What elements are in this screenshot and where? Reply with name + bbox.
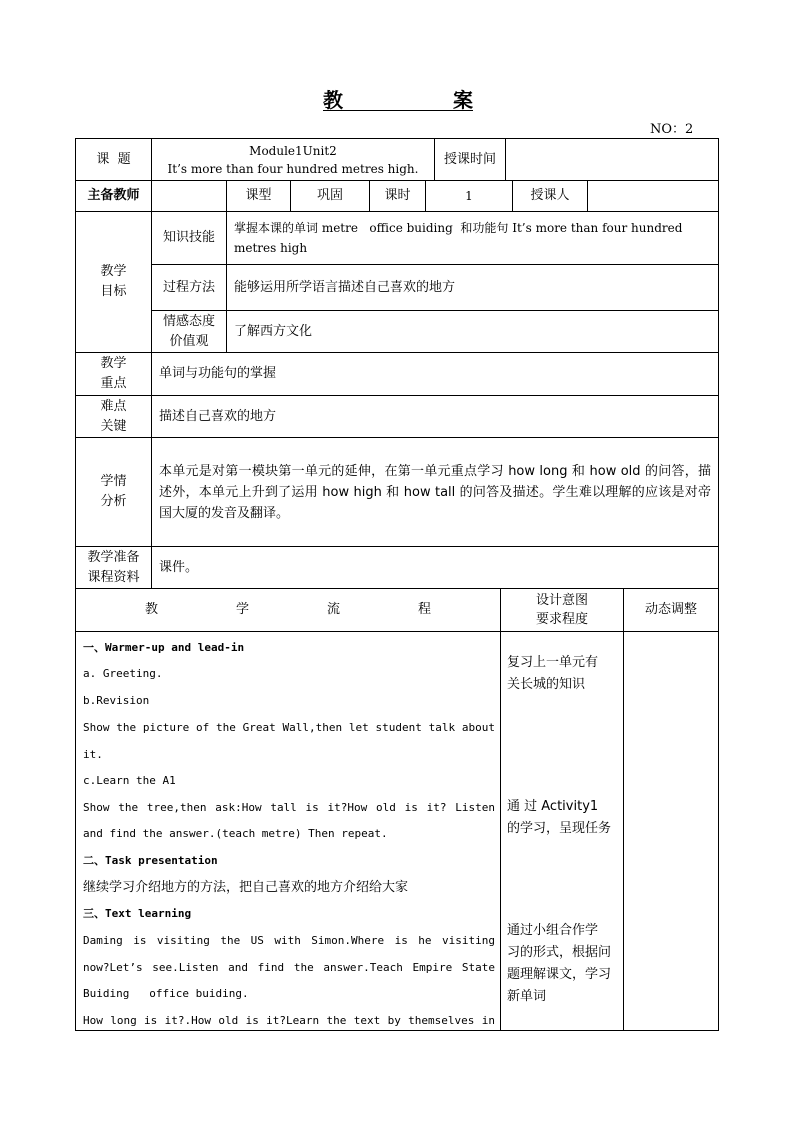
topic-line-2: It’s more than four hundred metres high. [167,161,419,176]
process-header-char-4: 程 [417,602,431,617]
key-points-label [76,353,151,395]
document-number: NO：2 [650,122,694,137]
intent-2-line-2: 的学习，呈现任务 [507,821,612,836]
intent-header-line-2: 要求程度 [535,612,588,627]
teacher-value [152,181,226,211]
topic-value [152,139,434,180]
intent-header-line-1: 设计意图 [535,593,588,608]
intent-3-line-1: 通过小组合作学 [507,923,599,938]
lecturer-label: 授课人 [530,188,570,203]
intent-1-line-1: 复习上一单元有 [507,655,599,670]
process-line-4: Show the picture of the Great Wall,then let student talk about [83,721,495,734]
process-header-char-1: 教 [144,602,158,617]
intent-3-line-4: 新单词 [507,989,547,1004]
process-line-11: 三、Text learning [83,907,192,920]
difficulties-label [76,396,151,437]
process-line-12: Daming is visiting the US with Simon.Where is he visiting [83,934,495,947]
prep-label [76,547,151,588]
process-line-9: 二、Task presentation [83,854,218,867]
process-line-10: 继续学习介绍地方的方法，把自己喜欢的地方介绍给大家 [83,880,409,895]
goal-attitude-label [152,311,226,352]
prep-label-line-1: 教学准备 [87,549,140,565]
goal-method-content: 能够运用所学语言描述自己喜欢的地方 [234,279,456,295]
intent-2 [507,796,619,840]
intent-1-line-2: 关长城的知识 [507,677,586,692]
difficulties-label-line-2: 关键 [100,418,127,434]
key-points-label-line-1: 教学 [100,356,127,371]
prep-label-line-2: 课程资料 [87,569,140,585]
goal-knowledge-content: 掌握本课的单词 metre office buiding 和功能句 It’s more than four hundred metres high [234,221,687,255]
lesson-hours-label: 课时 [384,188,411,203]
intent-1 [507,652,619,696]
goal-method-label: 过程方法 [162,279,215,295]
lesson-hours-value: 1 [465,189,473,203]
analysis-label-line-1: 学情 [100,474,127,489]
difficulties-label-line-1: 难点 [100,398,127,414]
goal-attitude-label-line-1: 情感态度 [162,313,215,329]
topic-label: 课 题 [96,151,131,167]
lesson-type-label: 课型 [245,188,272,203]
lesson-time-value [506,139,718,180]
topic-line-1: Module1Unit2 [249,143,337,158]
lesson-type-value: 巩固 [316,188,343,203]
process-line-7: Show the tree,then ask:How tall is it?How old is it? Listen [83,801,495,814]
process-header-char-3: 流 [326,602,340,617]
analysis-label [76,438,151,546]
goal-attitude-label-line-2: 价值观 [169,333,209,349]
analysis-label-line-2: 分析 [100,494,127,509]
difficulties-content: 描述自己喜欢的地方 [159,408,277,424]
process-line-3: b.Revision [83,694,150,707]
goals-label [76,212,151,352]
goal-knowledge-label: 知识技能 [162,230,215,245]
process-line-15: How long is it?.How old is it?Learn the text by themselves in [83,1014,495,1027]
intent-3 [507,920,619,1008]
intent-header [501,589,623,631]
teacher-label: 主备教师 [87,188,140,203]
prep-content: 课件。 [159,559,199,575]
title-underline [323,110,473,111]
process-line-8: and find the answer.(teach metre) Then repeat. [83,827,388,840]
intent-3-line-2: 习的形式，根据问 [507,945,612,960]
process-line-1: 一、Warmer-up and lead-in [83,641,245,654]
goals-label-line-1: 教学 [100,264,127,279]
title-char-1: 教 [323,88,343,112]
process-line-14: Buiding office buiding. [83,987,249,1000]
adjust-header: 动态调整 [644,602,697,617]
process-header [76,589,500,631]
lecturer-value [588,181,718,211]
process-line-2: a. Greeting. [83,667,163,680]
lesson-time-label: 授课时间 [443,151,496,167]
intent-3-line-3: 题理解课文，学习 [507,967,612,982]
intent-2-line-1: 通 过 Activity1 [507,799,599,814]
key-points-content: 单词与功能句的掌握 [159,366,277,381]
goals-label-line-2: 目标 [100,284,127,299]
process-line-13: now?Let’s see.Listen and find the answer.Teach Empire State [83,961,495,974]
process-line-5: it. [83,748,103,761]
document-title [323,84,473,112]
process-header-char-2: 学 [235,602,249,617]
process-line-6: c.Learn the A1 [83,774,176,787]
goal-attitude-content: 了解西方文化 [234,323,313,339]
title-char-2: 案 [453,88,473,112]
analysis-content: 本单元是对第一模块第一单元的延伸，在第一单元重点学习 how long 和 how old 的问答，描述外，本单元上升到了运用 how high 和 how tall 的问答及描述。学生难以理解的应该是对帝国大厦的发音及翻译。 [159,463,711,521]
key-points-label-line-2: 重点 [100,376,127,391]
